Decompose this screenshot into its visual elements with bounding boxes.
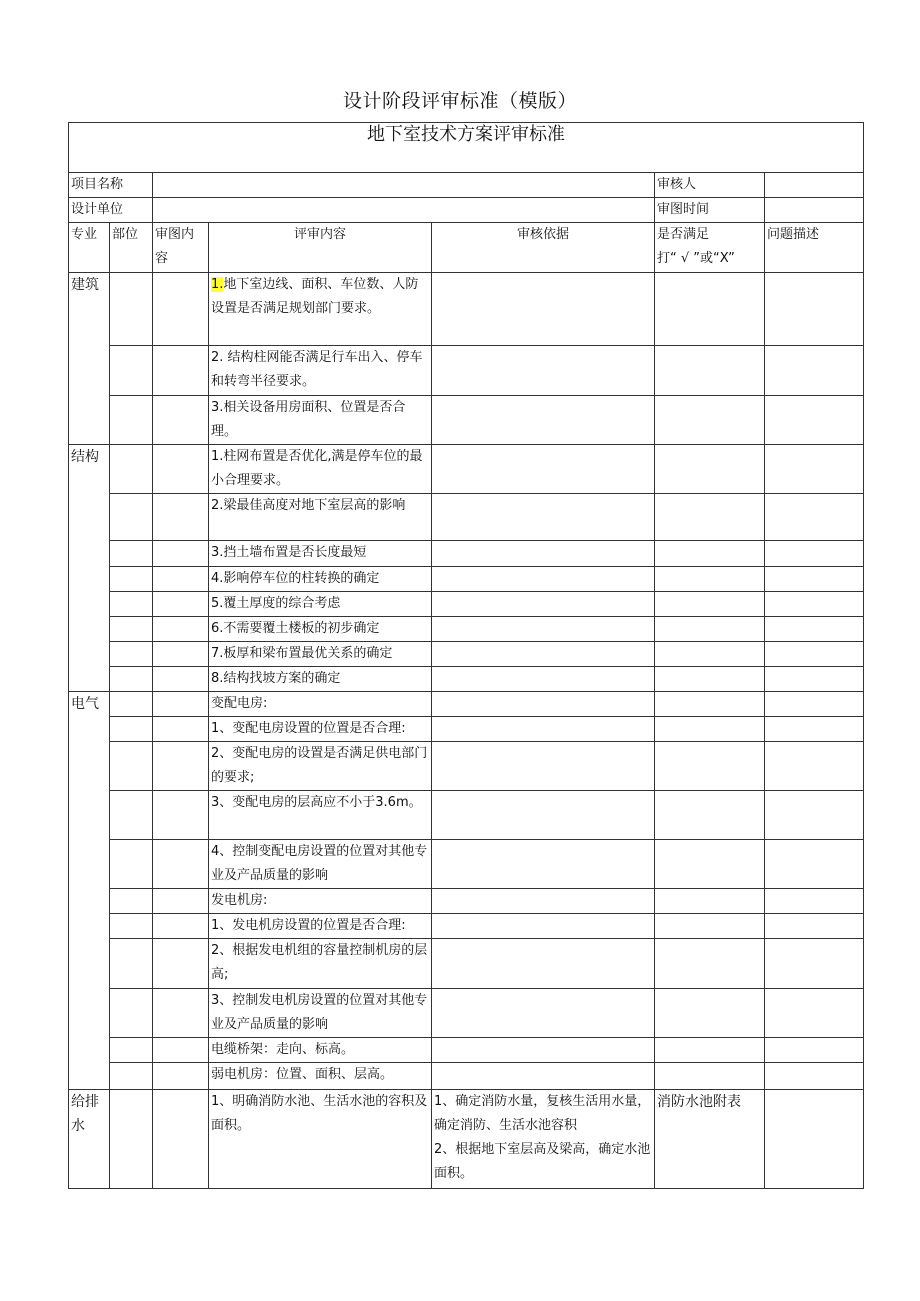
review-basis-cell[interactable] <box>432 889 655 914</box>
part-cell[interactable] <box>110 914 153 939</box>
drawing-content-cell[interactable] <box>153 592 209 617</box>
table-row <box>69 914 864 939</box>
problem-cell[interactable] <box>765 791 864 840</box>
header-review-content: 评审内容 <box>209 223 432 273</box>
problem-cell[interactable] <box>765 742 864 791</box>
part-cell[interactable] <box>110 1063 153 1090</box>
category-water-line1: 给排 <box>71 1094 99 1110</box>
table-row <box>69 1063 864 1090</box>
problem-cell[interactable] <box>765 541 864 567</box>
review-content-cell: 3.挡土墙布置是否长度最短 <box>209 541 432 567</box>
satisfied-cell[interactable] <box>655 617 765 642</box>
satisfied-cell[interactable] <box>655 541 765 567</box>
drawing-content-cell[interactable] <box>153 717 209 742</box>
review-content-cell: 6.不需要覆土楼板的初步确定 <box>209 617 432 642</box>
review-content-cell: 7.板厚和梁布置最优关系的确定 <box>209 642 432 667</box>
review-basis-cell[interactable] <box>432 567 655 592</box>
review-basis-cell[interactable] <box>432 989 655 1038</box>
reviewer-value[interactable] <box>765 173 864 198</box>
drawing-content-cell[interactable] <box>153 667 209 692</box>
review-basis-cell[interactable] <box>432 791 655 840</box>
satisfied-cell[interactable] <box>655 791 765 840</box>
satisfied-cell[interactable] <box>655 273 765 346</box>
table-title: 地下室技术方案评审标准 <box>69 123 864 173</box>
category-water-line2: 水 <box>71 1118 85 1134</box>
drawing-content-cell[interactable] <box>153 742 209 791</box>
review-content-cell: 2、变配电房的设置是否满足供电部门的要求; <box>209 742 432 791</box>
problem-cell[interactable] <box>765 1063 864 1090</box>
problem-cell[interactable] <box>765 396 864 445</box>
category-architecture: 建筑 <box>69 273 110 445</box>
header-specialty: 专业 <box>69 223 110 273</box>
document-title: 设计阶段评审标准（模版） <box>342 90 577 112</box>
project-name-label: 项目名称 <box>69 173 153 198</box>
satisfied-cell[interactable] <box>655 742 765 791</box>
problem-cell[interactable] <box>765 642 864 667</box>
review-basis-cell[interactable] <box>432 346 655 396</box>
drawing-content-cell[interactable] <box>153 567 209 592</box>
drawing-content-cell[interactable] <box>153 840 209 889</box>
satisfied-cell[interactable] <box>655 914 765 939</box>
table-row <box>69 541 864 567</box>
review-content-cell: 3.相关设备用房面积、位置是否合理。 <box>209 396 432 445</box>
problem-cell[interactable] <box>765 840 864 889</box>
drawing-content-cell[interactable] <box>153 642 209 667</box>
review-content-cell: 1、发电机房设置的位置是否合理: <box>209 914 432 939</box>
header-drawing-content <box>153 223 209 273</box>
drawing-content-cell[interactable] <box>153 1038 209 1063</box>
drawing-content-cell[interactable] <box>153 1063 209 1090</box>
table-row <box>69 273 864 346</box>
part-cell[interactable] <box>110 592 153 617</box>
drawing-content-cell[interactable] <box>153 914 209 939</box>
table-row <box>69 642 864 667</box>
table-row <box>69 791 864 840</box>
review-basis-cell[interactable] <box>432 717 655 742</box>
satisfied-cell[interactable] <box>655 445 765 494</box>
header-satisfied <box>655 223 765 273</box>
header-review-basis: 审核依据 <box>432 223 655 273</box>
problem-cell[interactable] <box>765 567 864 592</box>
category-structure: 结构 <box>69 445 110 692</box>
satisfied-cell[interactable] <box>655 592 765 617</box>
review-basis-cell[interactable] <box>432 742 655 791</box>
review-content-cell: 1.柱网布置是否优化,满是停车位的最小合理要求。 <box>209 445 432 494</box>
review-content-cell: 4、控制变配电房设置的位置对其他专业及产品质量的影响 <box>209 840 432 889</box>
review-basis-cell[interactable] <box>432 692 655 717</box>
drawing-content-cell[interactable] <box>153 889 209 914</box>
part-cell[interactable] <box>110 541 153 567</box>
problem-cell[interactable] <box>765 273 864 346</box>
review-basis-cell[interactable] <box>432 541 655 567</box>
part-cell[interactable] <box>110 989 153 1038</box>
review-time-value[interactable] <box>765 198 864 223</box>
drawing-content-cell[interactable] <box>153 396 209 445</box>
review-content-cell: 1、明确消防水池、生活水池的容积及面积。 <box>209 1090 432 1189</box>
review-content-cell: 4.影响停车位的柱转换的确定 <box>209 567 432 592</box>
problem-cell[interactable] <box>765 346 864 396</box>
satisfied-cell[interactable] <box>655 840 765 889</box>
table-row <box>69 840 864 889</box>
table-row <box>69 939 864 989</box>
drawing-content-cell[interactable] <box>153 494 209 541</box>
review-basis-cell[interactable] <box>432 1038 655 1063</box>
problem-cell[interactable] <box>765 667 864 692</box>
satisfied-cell[interactable] <box>655 1038 765 1063</box>
review-basis-cell[interactable] <box>432 642 655 667</box>
table-row <box>69 692 864 717</box>
review-content-cell: 3、控制发电机房设置的位置对其他专业及产品质量的影响 <box>209 989 432 1038</box>
project-name-value[interactable] <box>153 173 655 198</box>
review-basis-text-2: 2、根据地下室层高及梁高，确定水池面积。 <box>434 1142 651 1181</box>
problem-cell[interactable] <box>765 445 864 494</box>
review-content-cell: 2. 结构柱网能否满足行车出入、停车和转弯半径要求。 <box>209 346 432 396</box>
review-content-cell: 电缆桥架：走向、标高。 <box>209 1038 432 1063</box>
part-cell[interactable] <box>110 273 153 346</box>
review-content-cell: 8.结构找坡方案的确定 <box>209 667 432 692</box>
project-row <box>69 173 864 198</box>
review-basis-cell <box>432 1090 655 1189</box>
table-title-row <box>69 123 864 173</box>
header-problem: 问题描述 <box>765 223 864 273</box>
satisfied-cell[interactable] <box>655 667 765 692</box>
part-cell[interactable] <box>110 791 153 840</box>
table-row <box>69 494 864 541</box>
part-cell[interactable] <box>110 939 153 989</box>
review-basis-cell[interactable] <box>432 1063 655 1090</box>
drawing-content-cell[interactable] <box>153 445 209 494</box>
part-cell[interactable] <box>110 445 153 494</box>
problem-cell[interactable] <box>765 889 864 914</box>
satisfied-cell[interactable] <box>655 642 765 667</box>
review-basis-cell[interactable] <box>432 840 655 889</box>
category-electrical: 电气 <box>69 692 110 1090</box>
review-basis-cell[interactable] <box>432 494 655 541</box>
highlight-marker: 1. <box>211 277 224 292</box>
design-unit-label: 设计单位 <box>69 198 153 223</box>
review-basis-cell[interactable] <box>432 617 655 642</box>
review-content-cell: 1、变配电房设置的位置是否合理: <box>209 717 432 742</box>
table-row <box>69 717 864 742</box>
review-basis-cell[interactable] <box>432 396 655 445</box>
part-cell[interactable] <box>110 889 153 914</box>
problem-cell[interactable] <box>765 494 864 541</box>
problem-cell[interactable] <box>765 1090 864 1189</box>
review-content-cell <box>209 273 432 346</box>
table-row <box>69 567 864 592</box>
drawing-content-cell[interactable] <box>153 692 209 717</box>
drawing-content-cell[interactable] <box>153 541 209 567</box>
review-content-cell: 2.梁最佳高度对地下室层高的影响 <box>209 494 432 541</box>
drawing-content-cell[interactable] <box>153 273 209 346</box>
table-row <box>69 889 864 914</box>
problem-cell[interactable] <box>765 717 864 742</box>
part-cell[interactable] <box>110 1038 153 1063</box>
drawing-content-cell[interactable] <box>153 791 209 840</box>
satisfied-cell[interactable] <box>655 346 765 396</box>
category-water <box>69 1090 110 1189</box>
drawing-content-cell[interactable] <box>153 617 209 642</box>
drawing-content-cell[interactable] <box>153 346 209 396</box>
drawing-content-cell[interactable] <box>153 989 209 1038</box>
satisfied-cell[interactable] <box>655 494 765 541</box>
table-row <box>69 396 864 445</box>
table-row <box>69 445 864 494</box>
design-unit-value[interactable] <box>153 198 655 223</box>
table-row <box>69 1090 864 1189</box>
header-drawing-content-line2: 容 <box>155 251 169 266</box>
review-content-cell: 变配电房: <box>209 692 432 717</box>
part-cell[interactable] <box>110 667 153 692</box>
part-cell[interactable] <box>110 567 153 592</box>
drawing-content-cell[interactable] <box>153 939 209 989</box>
review-content-text: 地下室边线、面积、车位数、人防设置是否满足规划部门要求。 <box>211 277 419 316</box>
problem-cell[interactable] <box>765 939 864 989</box>
table-row <box>69 617 864 642</box>
review-table <box>68 122 864 1189</box>
problem-cell[interactable] <box>765 989 864 1038</box>
reviewer-label: 审核人 <box>655 173 765 198</box>
design-unit-row <box>69 198 864 223</box>
review-content-cell: 弱电机房：位置、面积、层高。 <box>209 1063 432 1090</box>
problem-cell[interactable] <box>765 592 864 617</box>
review-basis-cell[interactable] <box>432 445 655 494</box>
problem-cell[interactable] <box>765 1038 864 1063</box>
satisfied-cell[interactable] <box>655 889 765 914</box>
satisfied-cell[interactable] <box>655 989 765 1038</box>
satisfied-cell[interactable] <box>655 1063 765 1090</box>
review-basis-text-1: 1、确定消防水量，复核生活用水量，确定消防、生活水池容积 <box>434 1094 651 1133</box>
header-part: 部位 <box>110 223 153 273</box>
part-cell[interactable] <box>110 396 153 445</box>
review-basis-cell[interactable] <box>432 914 655 939</box>
part-cell[interactable] <box>110 692 153 717</box>
review-basis-cell[interactable] <box>432 273 655 346</box>
satisfied-cell: 消防水池附表 <box>655 1090 765 1189</box>
part-cell[interactable] <box>110 494 153 541</box>
table-row <box>69 346 864 396</box>
part-cell[interactable] <box>110 617 153 642</box>
problem-cell[interactable] <box>765 914 864 939</box>
part-cell[interactable] <box>110 642 153 667</box>
review-content-cell: 发电机房: <box>209 889 432 914</box>
review-content-cell: 5.覆土厚度的综合考虑 <box>209 592 432 617</box>
drawing-content-cell[interactable] <box>153 1090 209 1189</box>
part-cell[interactable] <box>110 717 153 742</box>
problem-cell[interactable] <box>765 692 864 717</box>
header-satisfied-line1: 是否满足 <box>657 227 710 242</box>
review-basis-cell[interactable] <box>432 939 655 989</box>
problem-cell[interactable] <box>765 617 864 642</box>
review-basis-cell[interactable] <box>432 592 655 617</box>
review-content-cell: 2、根据发电机组的容量控制机房的层高; <box>209 939 432 989</box>
table-row <box>69 592 864 617</box>
satisfied-cell[interactable] <box>655 567 765 592</box>
table-row <box>69 742 864 791</box>
header-drawing-content-line1: 审图内 <box>155 227 195 242</box>
header-row <box>69 223 864 273</box>
table-row <box>69 989 864 1038</box>
satisfied-cell[interactable] <box>655 692 765 717</box>
review-time-label: 审图时间 <box>655 198 765 223</box>
part-cell[interactable] <box>110 840 153 889</box>
part-cell[interactable] <box>110 346 153 396</box>
table-row <box>69 1038 864 1063</box>
satisfied-cell[interactable] <box>655 396 765 445</box>
satisfied-cell[interactable] <box>655 717 765 742</box>
part-cell[interactable] <box>110 1090 153 1189</box>
review-content-cell: 3、变配电房的层高应不小于3.6m。 <box>209 791 432 840</box>
satisfied-cell[interactable] <box>655 939 765 989</box>
table-row <box>69 667 864 692</box>
part-cell[interactable] <box>110 742 153 791</box>
review-basis-cell[interactable] <box>432 667 655 692</box>
header-satisfied-line2: 打“ √ ”或“X” <box>657 251 735 266</box>
